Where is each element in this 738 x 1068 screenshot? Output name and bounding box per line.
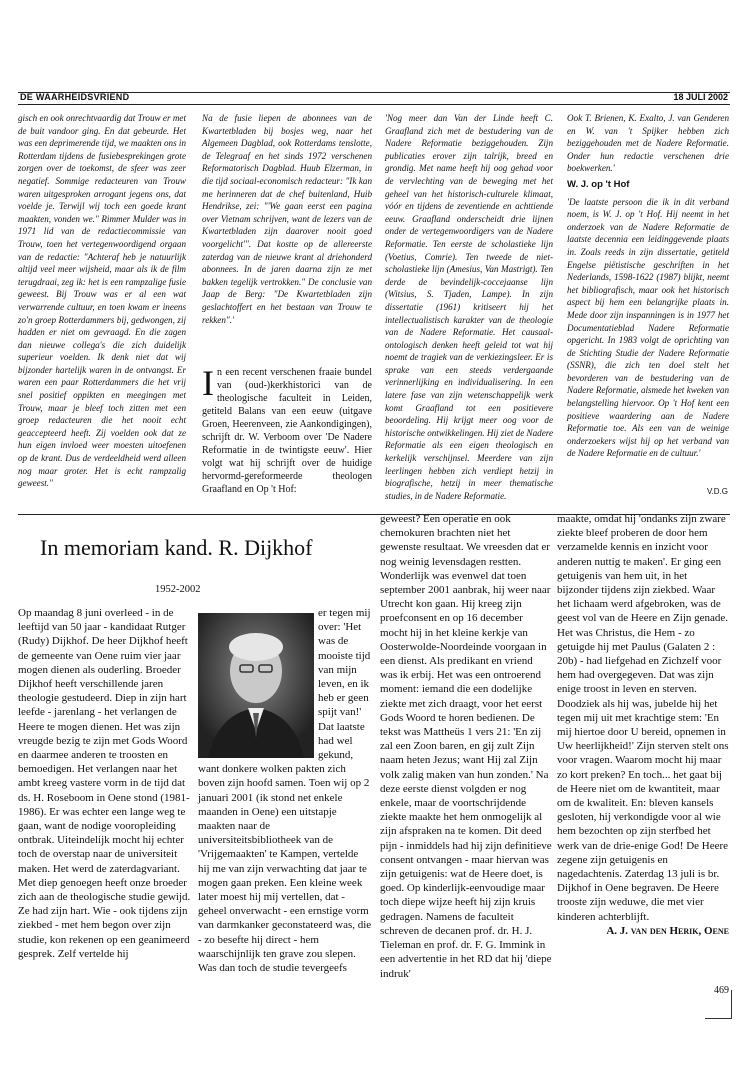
life-years: 1952-2002 xyxy=(155,584,201,595)
column-text: Op maandag 8 juni overleed - in de leeftijd van 50 jaar - kandidaat Rutger (Rudy) Dijkhof. De heer Dijkhof heeft de gemeente van Oene ruim vier jaar mogen dienen als ouderling. Broeder Dijkhof heeft verschillende jaren theologie gestudeerd. Diep in zijn hart leefde - jarenlang - het verlangen de Heere te mogen dienen. Het was zijn vreugde bezig te zijn met Gods Woord en daarmee anderen te troosten en bemoedigen. Het verlangen naar het ambt kreeg vastere vorm in de tijd dat ds. H. Roseboom in Oene stond (1981-1986). Er was echter een lange weg te gaan, want de nodige vooropleiding ontbrak. Uiteindelijk mocht hij echter toch de overstap naar de universiteit maken. Het werd de zaterdagvariant. Met diep genoegen heeft onze broeder zich aan de theologische studie gewijd. Ze had zijn hart. Wie - ook tijdens zijn ziekbed - met hem begon over zijn studie, kon rekenen op een geanimeerd gesprek. Zelf vertelde hij xyxy=(18,607,191,960)
top-column-1 xyxy=(18,112,186,490)
article-author: A. J. van den Herik, Oene xyxy=(606,924,729,937)
quote-text: 'De laatste persoon die ik in dit verband noem, is W. J. op 't Hof. Hij neemt in het onderzoek van de Nadere Reformatie de laatste decennia een leidinggevende plaats in. Zoals reeds in zijn dissertatie, getiteld Engelse piëtistische geschriften in het Nederlands, 1598-1622 (1987) blijkt, neemt het bibliografisch, maar ook het historisch aspect bij hem een belangrijke plaats in. Mede door zijn inspanningen is in 1977 het Documentatieblad Nadere Reformatie opgericht. In 1983 volgt de oprichting van de Stichting Studie der Nadere Reformatie (SSNR), die zich ten doel stelt het bevorderen van de bestudering van de Nadere Reformatie, alsmede het kweken van belangstelling hiervoor. Op 't Hof kent een positieve waardering aan de Nadere Reformatie toe. Als een van de weinige onderzoekers wijst hij op het verband van de Nadere Reformatie en de cultuur.' xyxy=(567,196,729,459)
issue-date: 18 JULI 2002 xyxy=(673,92,728,102)
corner-mark xyxy=(731,990,732,1018)
corner-mark-bottom xyxy=(705,1018,732,1019)
page-number: 469 xyxy=(714,985,729,996)
photo-spacer xyxy=(198,606,318,758)
drop-cap: I xyxy=(202,363,214,404)
top-column-4 xyxy=(567,112,729,460)
memoriam-column-2-wrap xyxy=(198,606,372,975)
column-text: gisch en ook onrechtvaardig dat Trouw er met de buit vandoor ging. En dat gebeurde. Het was een deprimerende tijd, we maakten ons in Rotterdam tijdens de fusiebesprekingen grote zorgen over de toekomst, de sfeer was zeer negatief. Sommige redacteuren van Trouw waren uitgesproken arrogant jegens ons, dat voelde je. Terwijl wij toch een goede krant maakten, vonden we." Rimmer Mulder was in 1971 lid van de redactiecommissie van Trouw, toen het vertegenwoordigend orgaan van de redactie: "Achteraf heb je natuurlijk altijd veel meer wijsheid, maar als ik de film terugdraai, zeg ik: het is een rampzalige fusie geweest. Bij Trouw was er al een wat verwarrende cultuur, en toen kwam er ineens zo'n groep Rotterdammers bij, gedwongen, zij hadden er niet om gevraagd. En die zagen dan nieuwe collega's die zich duidelijk superieur voelden. Ik denk niet dat wij bijzonder hartelijk waren in de ontvangst. Er waren een paar Rotterdammers die het vrij snel positief oppikten en meegingen met Trouw, maar je bleef toch zitten met een groep redacteuren die het nooit echt geaccepteerd heeft. Zij voelden ook dat ze hun eigen invloed weer moesten uitoefenen op de krant. Dus de verdeeldheid werd alleen nog maar groter. Het is echt rampzalig geweest." xyxy=(18,113,186,489)
quote-text: 'Nog meer dan Van der Linde heeft C. Graafland zich met de bestudering van de Nadere Reformatie beziggehouden. Zijn publicaties erover zijn talrijk, breed en grondig. Met name heeft hij oog gehad voor de vervlechting van de beweging met het geheel van het historisch-culturele klimaat, vóór en tijdens de zeventiende en achttiende eeuw. Graafland onderscheidt drie lijnen onder de vertegenwoordigers van de Nadere Reformatie. Ten eerste de scholastieke lijn (Voetius, Comrie). Ten tweede de niet-scholastieke lijn (Amesius, Van Mastrigt). Ten derde de bevindelijk-coccejaanse lijn (Witsius, S. Tjaden, Lampe). In zijn dissertatie (1961) kritiseert hij het intellectualistisch karakter van de theologie van de Nadere Reformatie. Het causaal-ontologisch denken heeft geleid tot wat hij noemt de tragiek van de verkiezingsleer. Er is sprake van een steeds verdergaande verinnerlijking en individualisering. In een latere fase van zijn wetenschappelijk werk komt Graafland tot een positievere beoordeling. Hij krijgt meer oog voor de historische ontwikkelingen. Hij ziet de Nadere Reformatie als een eigen theologisch en kerkelijk verschijnsel. Meerdere van zijn leerlingen hebben zich verdiept hetzij in biografische, hetzij in meer thematische studies, in de Nadere Reformatie. xyxy=(385,113,553,501)
memoriam-column-1 xyxy=(18,606,194,961)
author-signature: V.D.G xyxy=(706,487,728,496)
memoriam-column-3 xyxy=(380,512,552,981)
intro-paragraph xyxy=(202,363,372,496)
publication-name: DE WAARHEIDSVRIEND xyxy=(20,92,130,102)
article-title: In memoriam kand. R. Dijkhof xyxy=(40,535,313,560)
column-text: geweest? Een operatie en ook chemokuren brachten niet het gewenste resultaat. We vreesden dat er nog weinig levensdagen restten. Wonderlijk was evenwel dat toen september 2001 aanbrak, hij weer naar Utrecht kon gaan. Hij kreeg zijn proefconsent en op 16 december mocht hij in het kleine kerkje van Oosterwolde-Noordeinde voorgaan in een dienst. Als predikant en vriend was ik erbij. Het was een ontroerend moment: iemand die een dodelijke ziekte met zich draagt, voor het eerst Gods Woord te horen bedienen. De tekst was Mattheüs 1 vers 21: 'En zij zal een Zoon baren, en gij zult Zijn naam heten Jezus; want Hij zal Zijn volk zalig maken van hun zonden.' Na deze eerste dienst volgden er nog enkele, maar de voortschrijdende ziekte maakte het hem onmogelijk al zijn afspraken na te komen. Dit deed pijn - inmiddels had hij zijn definitieve consent ontvangen - maar hiervan was zijn getuigenis: wat de Heere doet, is goed. Op kinderlijk-eenvoudige maar toch diepe wijze heeft hij zijn kruis gedragen. Namens de faculteit schreven de decanen prof. dr. H. J. Tieleman en prof. dr. F. G. Immink in een advertentie in het RD dat hij 'diepe indruk' xyxy=(380,513,552,980)
column-text: maakte, omdat hij 'ondanks zijn zware ziekte bleef proberen de door hem verzamelde kennis en inzicht voor anderen nuttig te maken'. Er ging een getuigenis van hem uit, in het bijzonder tijdens zijn ziekbed. Waar het lichaam werd afgebroken, was de geest vol van de Heere en Zijn genade. Het was Christus, die Hem - zo getuigde hij met Paulus (Galaten 2 : 20b) - had liefgehad en Zichzelf voor hem had overgegeven. Dat was zijn enige troost in leven en sterven. Doodziek als hij was, jubelde hij het tegen mij uit met krachtige stem: 'En mij hiertoe door U bereid, opnemen in Uw heerlijkheid!' Zijn sterven stelt ons voor vragen. Waarom mocht hij maar zo kort preken? En toch... het gaat bij de Heere niet om de kwantiteit, maar om de kwaliteit. En: bleven kansels gesloten, hij verkondigde voor al wie hem bezochten op zijn sterfbed het werk van de drie-enige God! De Heere zegene zijn getuigenis en nagedachtenis. Zaterdag 13 juli is br. Dijkhof in Oene begraven. De Heere trooste zijn weduwe, die met vier kinderen achterblijft. xyxy=(557,513,729,923)
column-text: Na de fusie liepen de abonnees van de Kwartetbladen bij bosjes weg, naar het Algemeen Dagblad, ook Rotterdams tenslotte, de Telegraaf en het sinds 1972 verschenen Reformatorisch Dagblad. Huub Elzerman, in die tijd sociaal-economisch redacteur: "Ik kan me herinneren dat de chef buitenland, Huib Hendrikse, zei: "'We gaan eerst een pagina over Vietnam schrijven, want de lezers van de Kwartetbladen zijn daarover nooit goed voorgelicht'". Dat kostte op de allereerste zaterdag van de nieuwe krant al driehonderd abonnees. In de jaren daarna zijn ze met bakken tegelijk vertrokken." De conclusie van Jaap de Berg: "De Kwartetbladen zijn geslachtoffert en het bestaan van Trouw te rekken".' xyxy=(202,113,372,325)
intro-text: n een recent verschenen fraaie bundel van (oud-)kerkhistorici van de theologische faculteit in Leiden, getiteld Balans van een eeuw (uitgave Groen, Heerenveen, zie Aankondigingen), schrijft dr. W. Verboom over 'De Nadere Reformatie in de twintigste eeuw'. Hier volgt wat hij schrijft over de huidige hervormd-gereformeerde theologen Graafland en Op 't Hof: xyxy=(202,367,372,496)
memoriam-column-4 xyxy=(557,512,729,938)
top-column-2 xyxy=(202,112,372,496)
column-text: er tegen mij over: 'Het was de mooiste tijd van mijn leven, en ik heb er geen spijt van!' Dat laatste had wel gekund, want donkere wolken pakten zich boven zijn hoofd samen. Toen wij op 2 januari 2001 (ik stond net enkele maanden in Oene) een uitstapje maakten naar de universiteitsbibliotheek van de 'Vrijgemaakten' te Kampen, vertelde hij me van zijn verwachting dat jaar te mogen gaan preken. Een kleine week later moest hij mij vertellen, dat - geheel onverwacht - een ernstige vorm van darmkanker geconstateerd was, die - zo besefte hij direct - hem waarschijnlijk ten grave zou slepen. Was dan toch de studie tevergeefs xyxy=(198,607,372,975)
section-heading: W. J. op 't Hof xyxy=(567,178,630,190)
top-column-3 xyxy=(385,112,553,502)
page-header xyxy=(18,92,730,105)
quote-text: Ook T. Brienen, K. Exalto, J. van Genderen en W. van 't Spijker hebben zich beziggehouden met de Nadere Reformatie. Onder hun redactie verschenen drie boekwerken.' xyxy=(567,113,729,174)
